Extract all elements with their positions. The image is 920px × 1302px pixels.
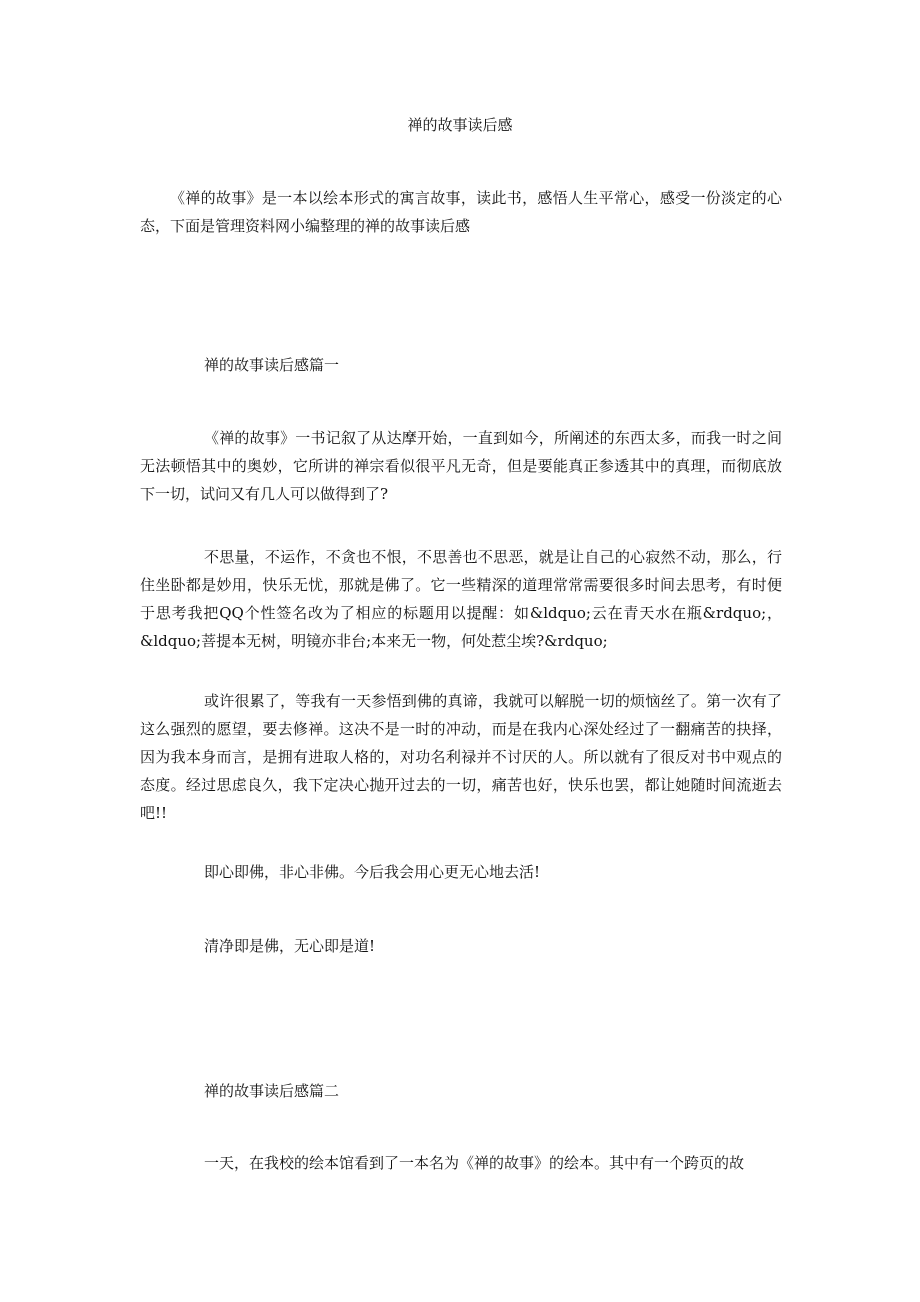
document-title: 禅的故事读后感 xyxy=(407,116,513,134)
section-one-line-2: 清净即是佛，无心即是道! xyxy=(204,937,376,955)
section-one-line-1: 即心即佛，非心非佛。今后我会用心更无心地去活! xyxy=(204,863,541,881)
section-two-heading: 禅的故事读后感篇二 xyxy=(204,1082,340,1100)
section-one-paragraph-2: 不思量，不运作，不贪也不恨，不思善也不思恶，就是让自己的心寂然不动，那么，行住坐卧都是妙用，快乐无忧，那就是佛了。它一些精深的道理常常需要很多时间去思考，有时便于思考我把QQ个性签名改为了相应的标题用以提醒：如&ldquo;云在青天水在瓶&rdquo;，&ldquo;菩提本无树，明镜亦非台;本来无一物，何处惹尘埃?&rdquo; xyxy=(140,548,782,650)
section-one-paragraph-1: 《禅的故事》一书记叙了从达摩开始，一直到如今，所阐述的东西太多，而我一时之间无法顿悟其中的奥妙，它所讲的禅宗看似很平凡无奇，但是要能真正参透其中的真理，而彻底放下一切，试问又有几人可以做得到了? xyxy=(140,429,782,503)
intro-paragraph: 《禅的故事》是一本以绘本形式的寓言故事，读此书，感悟人生平常心，感受一份淡定的心态，下面是管理资料网小编整理的禅的故事读后感 xyxy=(140,189,782,235)
section-two-paragraph: 一天，在我校的绘本馆看到了一本名为《禅的故事》的绘本。其中有一个跨页的故 xyxy=(204,1154,745,1172)
section-one-heading: 禅的故事读后感篇一 xyxy=(204,356,340,374)
section-one-paragraph-3: 或许很累了，等我有一天参悟到佛的真谛，我就可以解脱一切的烦恼丝了。第一次有了这么强烈的愿望，要去修禅。这决不是一时的冲动，而是在我内心深处经过了一翻痛苦的抉择，因为我本身而言，是拥有进取人格的，对功名利禄并不讨厌的人。所以就有了很反对书中观点的态度。经过思虑良久，我下定决心抛开过去的一切，痛苦也好，快乐也罢，都让她随时间流逝去吧!! xyxy=(140,692,782,822)
